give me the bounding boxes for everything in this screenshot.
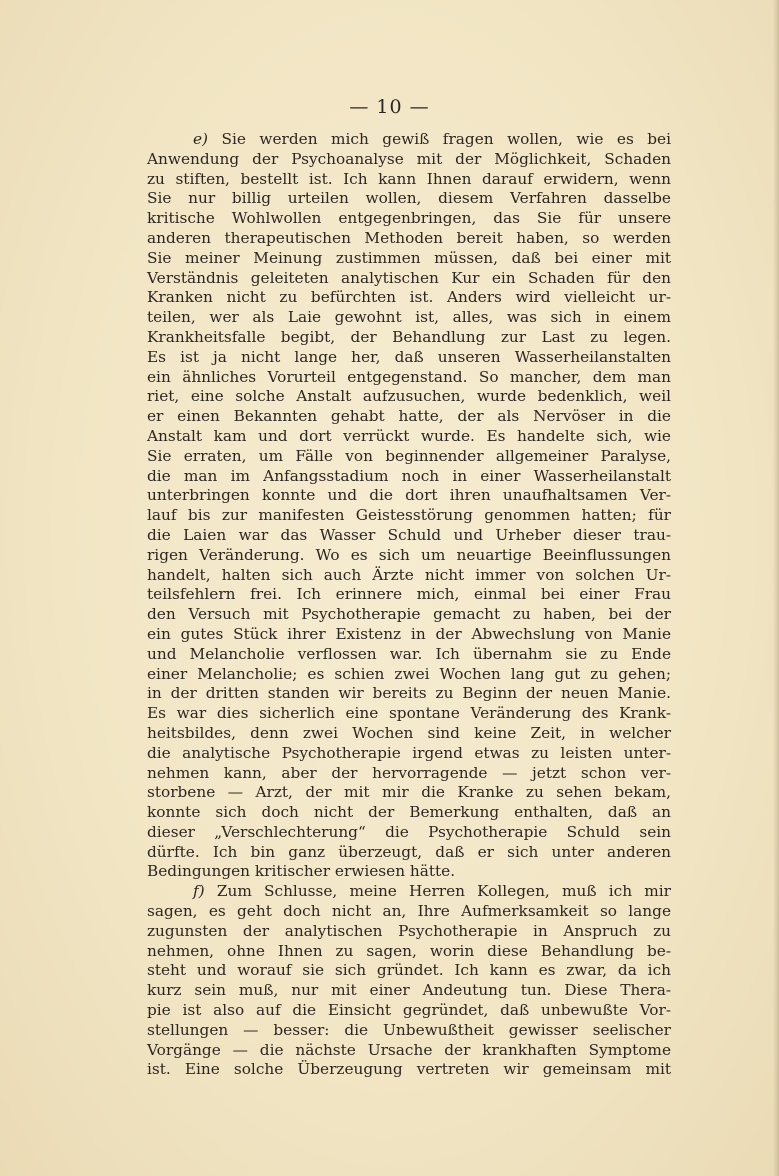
- text-line: Anstalt kam und dort verrückt wurde. Es handelte sich, wie: [147, 426, 671, 445]
- text-line: teilen, wer als Laie gewohnt ist, alles, was sich in einem: [147, 308, 671, 327]
- paragraph-marker: e): [193, 130, 209, 148]
- text-line: die analytische Psychotherapie irgend etwas zu leisten unter-: [147, 743, 671, 762]
- text-line: Sie meiner Meinung zustimmen müssen, daß bei einer mit: [147, 248, 671, 267]
- text-line: Sie erraten, um Fälle von beginnender allgemeiner Paralyse,: [147, 446, 671, 465]
- text-line: Vorgänge — die nächste Ursache der krankhaften Symptome: [147, 1040, 671, 1059]
- text-line: zu stiften, bestellt ist. Ich kann Ihnen darauf erwidern, wenn: [147, 169, 671, 188]
- text-line: nehmen kann, aber der hervorragende — jetzt schon ver-: [147, 763, 671, 782]
- text-line: ist. Eine solche Überzeugung vertreten wir gemeinsam mit: [147, 1060, 671, 1079]
- text-line-content: Zum Schlusse, meine Herren Kollegen, muß ich mir: [204, 882, 671, 901]
- text-line: zugunsten der analytischen Psychotherapie in Anspruch zu: [147, 921, 671, 940]
- text-line: ein gutes Stück ihrer Existenz in der Abwechslung von Manie: [147, 624, 671, 643]
- text-line: kurz sein muß, nur mit einer Andeutung tun. Diese Thera-: [147, 981, 671, 1000]
- text-line-content: Sie werden mich gewiß fragen wollen, wie es bei: [208, 130, 671, 148]
- text-line: in der dritten standen wir bereits zu Beginn der neuen Manie.: [147, 684, 671, 703]
- text-line: Bedingungen kritischer erwiesen hätte.: [147, 862, 456, 881]
- text-line: Sie nur billig urteilen wollen, diesem Verfahren dasselbe: [147, 189, 671, 208]
- text-line: teilsfehlern frei. Ich erinnere mich, einmal bei einer Frau: [147, 585, 671, 604]
- text-line: stellungen — besser: die Unbewußtheit gewisser seelischer: [147, 1020, 671, 1039]
- text-line: heitsbildes, denn zwei Wochen sind keine Zeit, in welcher: [147, 723, 671, 742]
- text-line: nehmen, ohne Ihnen zu sagen, worin diese Behandlung be-: [147, 941, 671, 960]
- text-line: einer Melancholie; es schien zwei Wochen lang gut zu gehen;: [147, 664, 671, 683]
- text-line: Krankheitsfalle begibt, der Behandlung zur Last zu legen.: [147, 327, 671, 346]
- text-line: riet, eine solche Anstalt aufzusuchen, wurde bedenklich, weil: [147, 387, 671, 406]
- text-line: dieser „Verschlechterung“ die Psychotherapie Schuld sein: [147, 822, 671, 841]
- text-line: rigen Veränderung. Wo es sich um neuartige Beeinflussungen: [147, 545, 671, 564]
- text-line: Anwendung der Psychoanalyse mit der Möglichkeit, Schaden: [147, 149, 671, 168]
- text-line: unterbringen konnte und die dort ihren unaufhaltsamen Ver-: [147, 486, 671, 505]
- text-line: er einen Bekannten gehabt hatte, der als Nervöser in die: [147, 407, 671, 426]
- text-line: die Laien war das Wasser Schuld und Urheber dieser trau-: [147, 525, 671, 544]
- text-line: [147, 882, 671, 902]
- text-line: pie ist also auf die Einsicht gegründet, daß unbewußte Vor-: [147, 1001, 671, 1020]
- text-line: sagen, es geht doch nicht an, Ihre Aufmerksamkeit so lange: [147, 902, 671, 921]
- text-line: lauf bis zur manifesten Geistesstörung genommen hatten; für: [147, 506, 671, 525]
- paragraph-marker: f): [193, 882, 205, 901]
- text-line: konnte sich doch nicht der Bemerkung enthalten, daß an: [147, 803, 671, 822]
- body-text: [147, 130, 671, 1080]
- page-number: — 10 —: [349, 96, 430, 118]
- text-line: Es ist ja nicht lange her, daß unseren Wasserheilanstalten: [147, 347, 671, 366]
- text-line: storbene — Arzt, der mit mir die Kranke zu sehen bekam,: [147, 783, 671, 802]
- text-line: und Melancholie verflossen war. Ich übernahm sie zu Ende: [147, 644, 671, 663]
- text-line: Verständnis geleiteten analytischen Kur ein Schaden für den: [147, 268, 671, 287]
- text-line: den Versuch mit Psychotherapie gemacht zu haben, bei der: [147, 605, 671, 624]
- text-line: steht und worauf sie sich gründet. Ich kann es zwar, da ich: [147, 961, 671, 980]
- text-line: ein ähnliches Vorurteil entgegenstand. So mancher, dem man: [147, 367, 671, 386]
- text-line: [147, 130, 671, 150]
- text-line: dürfte. Ich bin ganz überzeugt, daß er sich unter anderen: [147, 842, 671, 861]
- text-line: Es war dies sicherlich eine spontane Veränderung des Krank-: [147, 704, 671, 723]
- page-edge-shadow: [773, 0, 779, 1176]
- text-line: kritische Wohlwollen entgegenbringen, das Sie für unsere: [147, 209, 671, 228]
- text-line: Kranken nicht zu befürchten ist. Anders wird vielleicht ur-: [147, 288, 671, 307]
- text-line: handelt, halten sich auch Ärzte nicht immer von solchen Ur-: [147, 565, 671, 584]
- text-line: die man im Anfangsstadium noch in einer Wasserheilanstalt: [147, 466, 671, 485]
- text-line: anderen therapeutischen Methoden bereit haben, so werden: [147, 228, 671, 247]
